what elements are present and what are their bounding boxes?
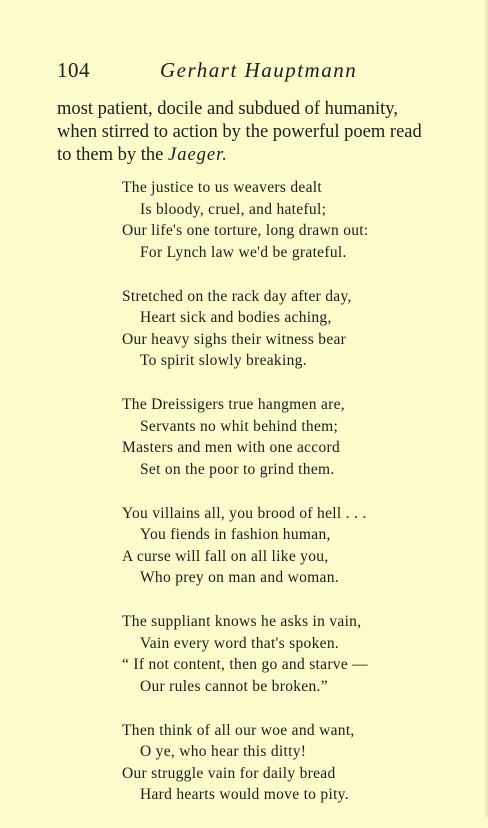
stanza [122, 503, 442, 589]
verse-line: Our heavy sighs their witness bear [122, 330, 347, 348]
poem-title-reference: Jaeger. [167, 145, 228, 165]
verse-line: Heart sick and bodies aching, [140, 309, 332, 326]
page-header [57, 58, 457, 88]
verse-line: For Lynch law we'd be grateful. [140, 243, 347, 261]
verse-line: To spirit slowly breaking. [140, 352, 307, 369]
verse-line: Our struggle vain for daily bread [122, 764, 336, 782]
page-edge-shadow [484, 0, 488, 817]
verse-line: Set on the poor to grind them. [140, 460, 335, 478]
verse-line: Stretched on the rack day after day, [122, 287, 352, 305]
verse-line: Then think of all our woe and want, [122, 721, 355, 739]
verse-line: A curse will fall on all like you, [122, 547, 329, 565]
verse-line: Is bloody, cruel, and hateful; [140, 200, 327, 218]
poem [122, 177, 442, 828]
prose-paragraph [57, 98, 467, 167]
prose-text: to them by the [57, 145, 168, 165]
verse-line: Our rules cannot be broken.” [140, 677, 328, 695]
prose-line [57, 144, 467, 167]
verse-line: Who prey on man and woman. [140, 569, 339, 586]
stanza [122, 394, 442, 480]
verse-line: The justice to us weavers dealt [122, 179, 322, 196]
verse-line: “ If not content, then go and starve — [122, 656, 368, 673]
verse-line: Hard hearts would move to pity. [140, 786, 349, 803]
page-number: 104 [57, 58, 90, 82]
running-head: Gerhart Hauptmann [160, 58, 358, 82]
prose-line: most patient, docile and subdued of humanity, [57, 99, 398, 119]
prose-line: when stirred to action by the powerful poem read [57, 122, 422, 142]
verse-line: The Dreissigers true hangmen are, [122, 396, 345, 413]
verse-line: The suppliant knows he asks in vain, [122, 613, 362, 630]
verse-line: Vain every word that's spoken. [140, 634, 340, 652]
verse-line: You fiends in fashion human, [140, 526, 331, 543]
verse-line: Masters and men with one accord [122, 439, 341, 456]
verse-line: You villains all, you brood of hell . . . [122, 504, 367, 522]
verse-line: Servants no whit behind them; [140, 417, 339, 435]
stanza [122, 286, 442, 372]
verse-line: O ye, who hear this ditty! [140, 743, 307, 760]
stanza [122, 177, 442, 263]
stanza [122, 611, 442, 697]
stanza [122, 720, 442, 806]
verse-line: Our life's one torture, long drawn out: [122, 222, 369, 239]
